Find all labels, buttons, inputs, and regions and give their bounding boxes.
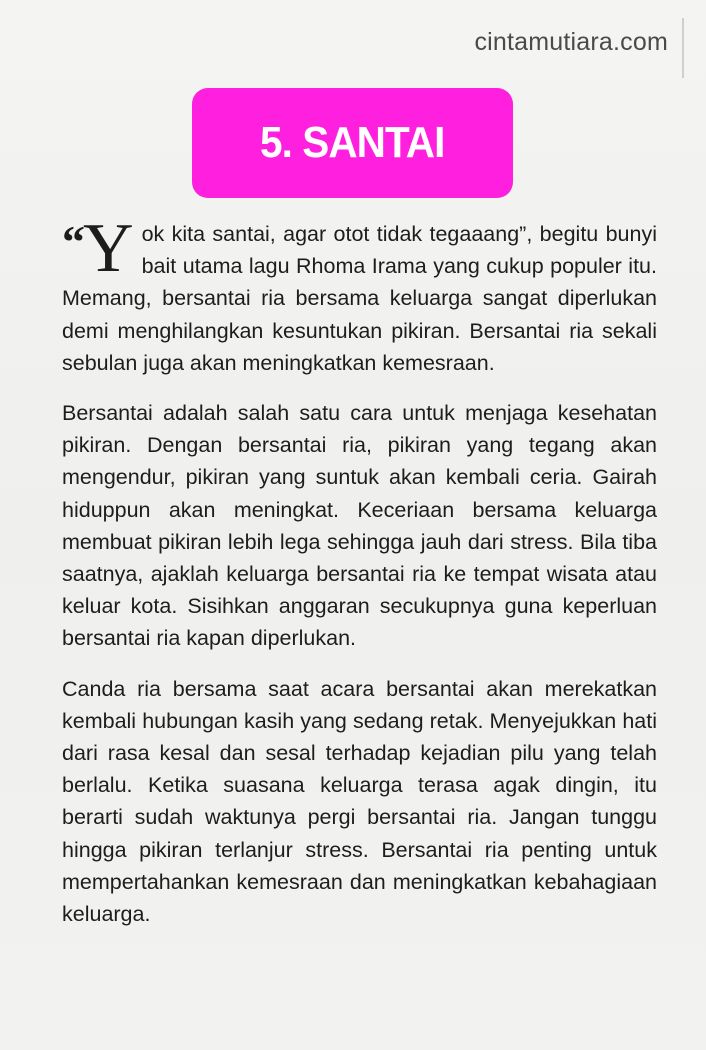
title-banner <box>192 88 513 198</box>
page-title: 5. SANTAI <box>260 118 445 167</box>
paragraph-3: Canda ria bersama saat acara bersantai akan merekatkan kembali hubungan kasih yang sedang retak. Menyejukkan hati dari rasa kesal dan sesal terhadap kejadian pilu yang telah berlalu. Ketika suasana keluarga terasa agak dingin, itu berarti sudah waktunya pergi bersantai ria. Jangan tunggu hingga pikiran terlanjur stress. Bersantai ria penting untuk mempertahankan kemesraan dan meningkatkan kebahagiaan keluarga. <box>62 676 657 927</box>
paragraph-1 <box>62 210 657 379</box>
article-body <box>62 210 657 948</box>
watermark: cintamutiara.com <box>474 28 668 56</box>
opening-quote: “ <box>62 216 85 267</box>
paragraph-1-text: ok kita santai, agar otot tidak tegaaang”, begitu bunyi bait utama lagu Rhoma Irama yang cukup populer itu. Memang, bersantai ria bersama keluarga sangat diperlukan demi menghilangkan kesuntukan pikiran. Bersantai ria sekali sebulan juga akan meningkatkan kemesraan. <box>62 222 657 375</box>
drop-cap-letter: Y <box>83 210 134 287</box>
drop-cap <box>62 210 134 287</box>
paragraph-2: Bersantai adalah salah satu cara untuk menjaga kesehatan pikiran. Dengan bersantai ria, pikiran yang tegang akan mengendur, pikiran yang suntuk akan kembali ceria. Gairah hiduppun akan meningkat. Keceriaan bersama keluarga membuat pikiran lebih lega sehingga jauh dari stress. Bila tiba saatnya, ajaklah keluarga bersantai ria ke tempat wisata atau keluar kota. Sisihkan anggaran secukupnya guna keperluan bersantai ria kapan diperlukan. <box>62 401 657 651</box>
page-edge-line <box>682 18 684 78</box>
